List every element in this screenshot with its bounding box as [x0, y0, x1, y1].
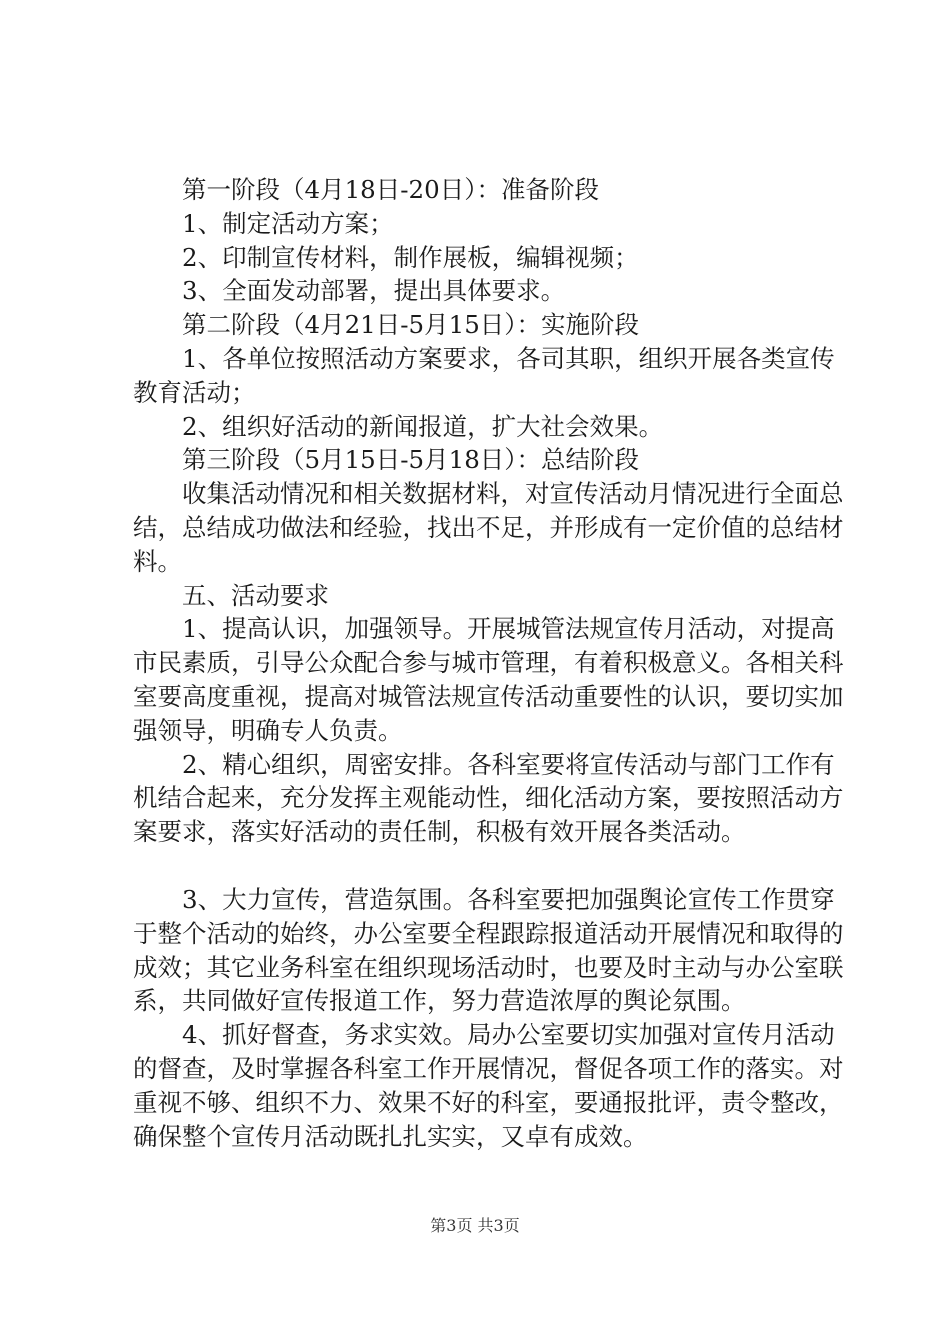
phase-one-item-1: 1、制定活动方案； [182, 208, 394, 238]
phase-one-item-2: 2、印制宣传材料，制作展板，编辑视频； [182, 242, 639, 272]
requirement-4: 4、抓好督查，务求实效。局办公室要切实加强对宣传月活动的督查，及时掌握各科室工作开展情况，督促各项工作的落实。对重视不够、组织不力、效果不好的科室，要通报批评，责令整改，确保整个宣传月活动既扎扎实实，又卓有成效。 [133, 1020, 844, 1151]
phase-two-item-1: 1、各单位按照活动方案要求，各司其职，组织开展各类宣传教育活动； [133, 343, 835, 407]
document-body [133, 173, 853, 1153]
page-footer: 第3页 共3页 [430, 1216, 520, 1235]
requirement-2: 2、精心组织，周密安排。各科室要将宣传活动与部门工作有机结合起来，充分发挥主观能动性，细化活动方案，要按照活动方案要求，落实好活动的责任制，积极有效开展各类活动。 [133, 749, 844, 847]
phase-two-item-2: 2、组织好活动的新闻报道，扩大社会效果。 [182, 411, 664, 441]
phase-two-heading: 第二阶段（4月21日-5月15日）：实施阶段 [182, 310, 640, 340]
requirement-3: 3、大力宣传，营造氛围。各科室要把加强舆论宣传工作贯穿于整个活动的始终，办公室要全程跟踪报道活动开展情况和取得的成效；其它业务科室在组织现场活动时，也要及时主动与办公室联系，共同做好宣传报道工作，努力营造浓厚的舆论氛围。 [133, 884, 844, 1016]
requirement-1: 1、提高认识，加强领导。开展城管法规宣传月活动，对提高市民素质，引导公众配合参与城市管理，有着积极意义。各相关科室要高度重视，提高对城管法规宣传活动重要性的认识，要切实加强领导，明确专人负责。 [133, 614, 844, 745]
phase-three-text: 收集活动情况和相关数据材料，对宣传活动月情况进行全面总结，总结成功做法和经验，找出不足，并形成有一定价值的总结材料。 [133, 479, 844, 576]
phase-one-item-3: 3、全面发动部署，提出具体要求。 [182, 276, 566, 306]
paragraph-gap [133, 849, 853, 883]
section-five-heading: 五、活动要求 [182, 580, 329, 610]
phase-one-heading: 第一阶段（4月18日-20日）：准备阶段 [182, 175, 599, 204]
phase-three-heading: 第三阶段（5月15日-5月18日）：总结阶段 [182, 445, 640, 475]
